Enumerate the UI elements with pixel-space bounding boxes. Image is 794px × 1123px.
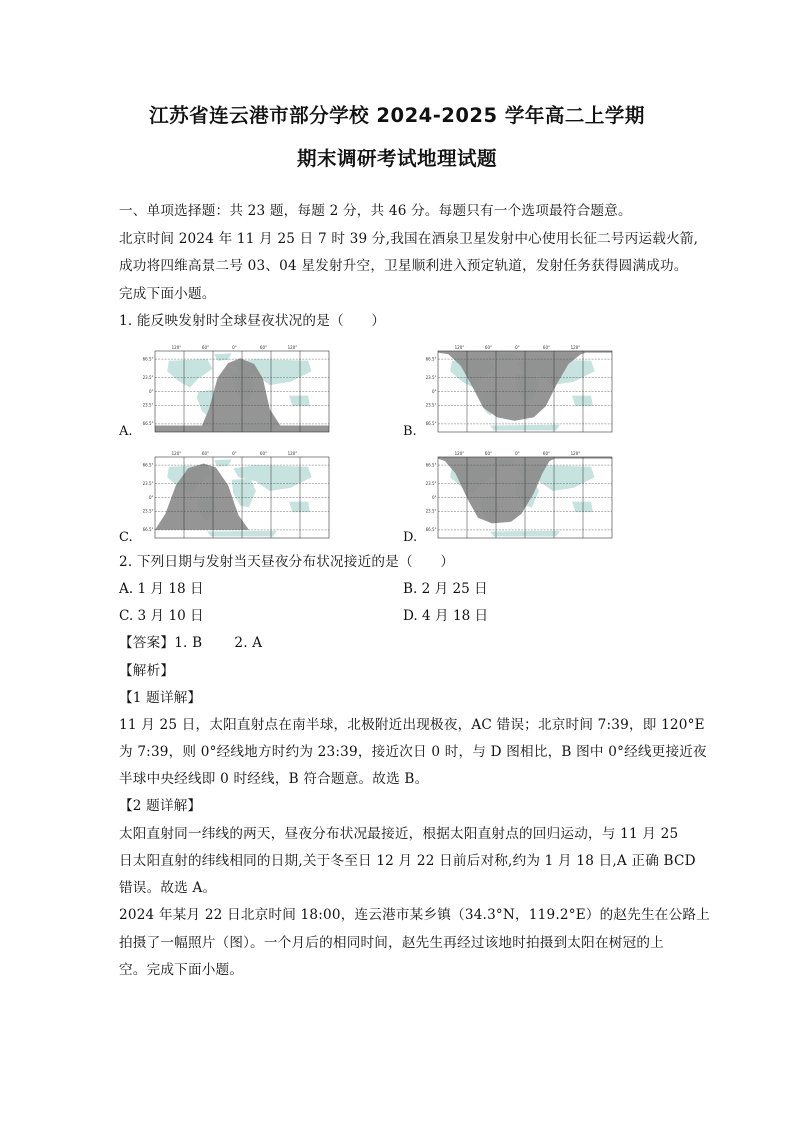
lat-tick-label: 23.5° xyxy=(142,402,154,408)
option-c-map[interactable] xyxy=(137,449,333,540)
q1-analysis-heading: 【1 题详解】 xyxy=(119,690,202,706)
option-c-label: C. xyxy=(119,530,133,545)
lon-tick-label: 0° xyxy=(232,345,237,350)
doc-title-line2: 期末调研考试地理试题 xyxy=(296,147,497,170)
lon-tick-label: 120° xyxy=(287,345,298,350)
lat-tick-label: 0° xyxy=(431,494,437,500)
day-night-map-svg xyxy=(420,343,616,434)
lat-tick-label: 66.5° xyxy=(142,462,154,468)
passage2-line2: 拍摄了一幅照片（图）。一个月后的相同时间，赵先生再经过该地时拍摄到太阳在树冠的上 xyxy=(119,935,664,951)
q1-analysis-line3: 半球中央经线即 0 时经线，B 符合题意。故选 B。 xyxy=(119,771,429,787)
option-a-map[interactable] xyxy=(137,343,333,434)
lon-tick-label: 0° xyxy=(515,345,520,350)
option-b-label: B. xyxy=(403,424,417,439)
question2-stem: 2. 下列日期与发射当天昼夜分布状况接近的是（ ） xyxy=(119,554,455,570)
lat-tick-label: 66.5° xyxy=(425,462,437,468)
lon-tick-label: 120° xyxy=(454,345,465,350)
lon-tick-label: 60° xyxy=(484,451,493,456)
lon-tick-label: 120° xyxy=(171,345,182,350)
passage1-line3: 完成下面小题。 xyxy=(119,286,216,302)
analysis-label: 【解析】 xyxy=(119,663,175,679)
lat-tick-label: 66.5° xyxy=(142,527,154,533)
answer-row xyxy=(119,637,262,651)
q2-option-d[interactable]: D. 4 月 18 日 xyxy=(403,608,489,624)
day-night-map-svg xyxy=(137,449,333,540)
lon-tick-label: 60° xyxy=(201,345,210,350)
lon-tick-label: 60° xyxy=(542,451,551,456)
lon-tick-label: 60° xyxy=(259,451,268,456)
answer-text: 1. B 2. A xyxy=(174,635,263,651)
lon-tick-label: 120° xyxy=(570,451,581,456)
lat-tick-label: 23.5° xyxy=(425,481,437,487)
passage1-line2: 成功将四维高景二号 03、04 星发射升空，卫星顺利进入预定轨道，发射任务获得圆满成功。 xyxy=(119,258,688,274)
option-b-map[interactable] xyxy=(420,343,616,434)
day-night-map-svg xyxy=(137,343,333,434)
passage2-line3: 空。完成下面小题。 xyxy=(119,962,244,978)
lon-tick-label: 120° xyxy=(171,451,182,456)
section-heading: 一、单项选择题：共 23 题，每题 2 分，共 46 分。每题只有一个选项最符合题意。 xyxy=(119,203,632,219)
lat-tick-label: 23.5° xyxy=(142,375,154,381)
option-a-label: A. xyxy=(119,424,133,439)
continent xyxy=(572,396,593,407)
lat-tick-label: 23.5° xyxy=(142,508,154,514)
q2-analysis-line2: 日太阳直射的纬线相同的日期,关于冬至日 12 月 22 日前后对称,约为 1 月 18 日,A 正确 BCD xyxy=(119,853,696,869)
lon-tick-label: 60° xyxy=(259,345,268,350)
q2-option-c[interactable]: C. 3 月 10 日 xyxy=(119,608,204,624)
lon-tick-label: 0° xyxy=(515,451,520,456)
passage2-line1: 2024 年某月 22 日北京时间 18:00，连云港市某乡镇（34.3°N，119.2°E）的赵先生在公路上 xyxy=(119,907,710,923)
lon-tick-label: 60° xyxy=(542,345,551,350)
lat-tick-label: 66.5° xyxy=(425,421,437,427)
q2-analysis-line1: 太阳直射同一纬线的两天，昼夜分布状况最接近，根据太阳直射点的回归运动，与 11 月 25 xyxy=(119,826,679,842)
doc-title-line1: 江苏省连云港市部分学校 2024-2025 学年高二上学期 xyxy=(149,104,645,127)
q1-analysis-line1: 11 月 25 日，太阳直射点在南半球，北极附近出现极夜，AC 错误；北京时间 7:39，即 120°E xyxy=(119,717,705,733)
day-night-map-svg xyxy=(420,449,616,540)
q2-option-a[interactable]: A. 1 月 18 日 xyxy=(119,581,204,597)
lat-tick-label: 66.5° xyxy=(142,356,154,362)
option-d-label: D. xyxy=(403,530,418,545)
continent xyxy=(289,502,310,512)
q2-analysis-heading: 【2 题详解】 xyxy=(119,798,202,814)
lat-tick-label: 23.5° xyxy=(142,481,154,487)
passage1-line1: 北京时间 2024 年 11 月 25 日 7 时 39 分,我国在酒泉卫星发射中心使用长征二号丙运载火箭, xyxy=(119,231,699,247)
lat-tick-label: 0° xyxy=(431,388,437,394)
answer-label: 【答案】 xyxy=(119,635,175,651)
lat-tick-label: 0° xyxy=(148,388,154,394)
lon-tick-label: 0° xyxy=(232,451,237,456)
question1-stem: 1. 能反映发射时全球昼夜状况的是（ ） xyxy=(119,313,386,329)
continent xyxy=(572,502,593,512)
q2-analysis-line3: 错误。故选 A。 xyxy=(119,880,217,896)
lat-tick-label: 66.5° xyxy=(425,356,437,362)
continent xyxy=(289,396,310,407)
lon-tick-label: 120° xyxy=(287,451,298,456)
q2-option-b[interactable]: B. 2 月 25 日 xyxy=(403,581,488,597)
lat-tick-label: 23.5° xyxy=(425,402,437,408)
q1-analysis-line2: 为 7:39，则 0°经线地方时约为 23:39，接近次日 0 时，与 D 图相比，B 图中 0°经线更接近夜 xyxy=(119,744,707,760)
lon-tick-label: 120° xyxy=(570,345,581,350)
lat-tick-label: 66.5° xyxy=(425,527,437,533)
lon-tick-label: 60° xyxy=(201,451,210,456)
lat-tick-label: 0° xyxy=(148,494,154,500)
lat-tick-label: 66.5° xyxy=(142,421,154,427)
option-d-map[interactable] xyxy=(420,449,616,540)
lon-tick-label: 60° xyxy=(484,345,493,350)
lat-tick-label: 23.5° xyxy=(425,508,437,514)
lon-tick-label: 120° xyxy=(454,451,465,456)
lat-tick-label: 23.5° xyxy=(425,375,437,381)
